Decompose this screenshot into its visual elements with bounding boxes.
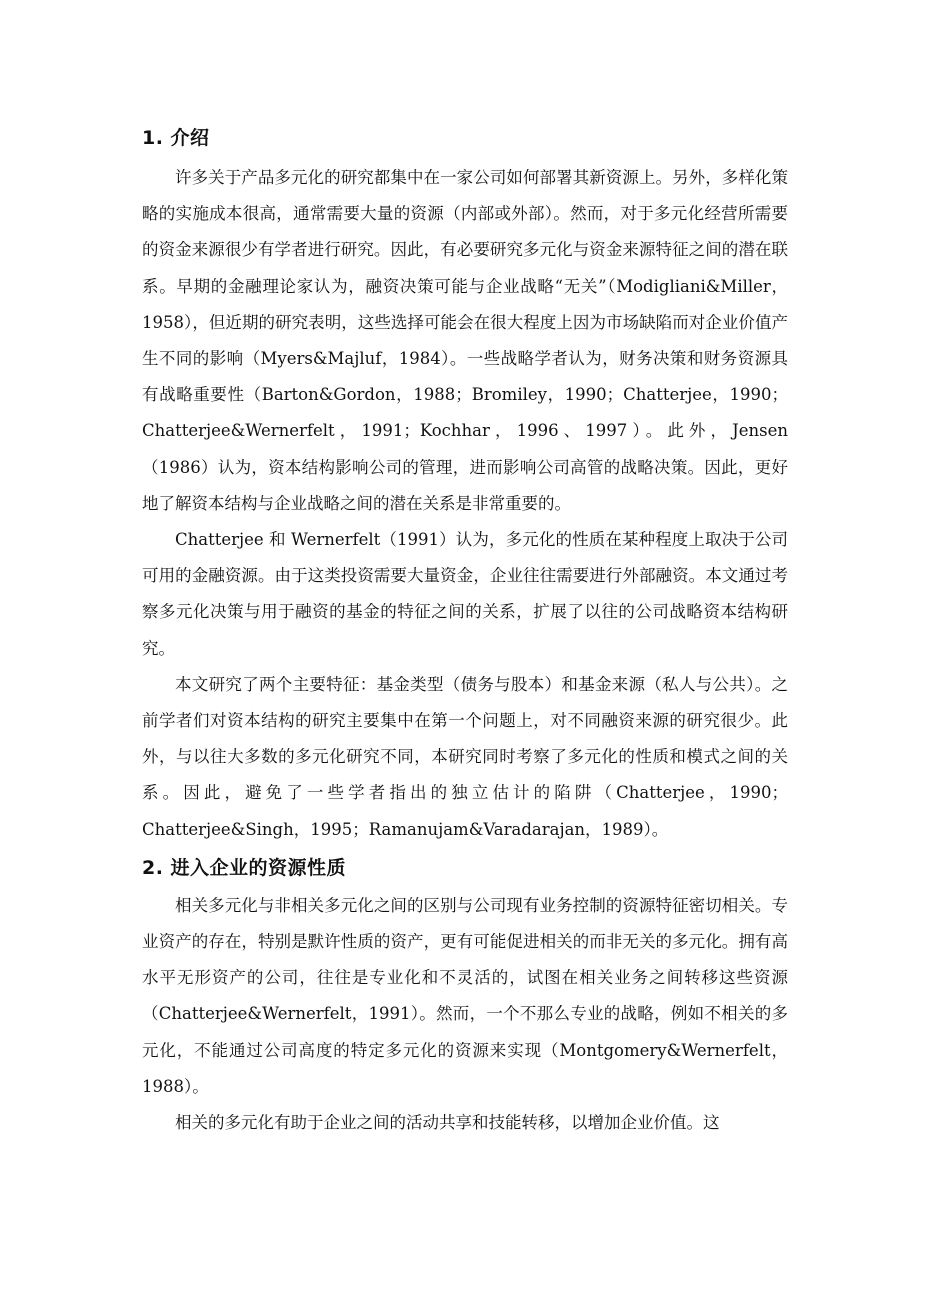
- paragraph: 本文研究了两个主要特征：基金类型（债务与股本）和基金来源（私人与公共）。之前学者们对资本结构的研究主要集中在第一个问题上，对不同融资来源的研究很少。此外，与以往大多数的多元化研究不同，本研究同时考察了多元化的性质和模式之间的关系。因此，避免了一些学者指出的独立估计的陷阱（Chatterjee，1990；Chatterjee&Singh，1995；Ramanujam&Varadarajan，1989）。: [142, 674, 788, 839]
- paragraph: 相关的多元化有助于企业之间的活动共享和技能转移，以增加企业价值。这: [175, 1113, 720, 1133]
- section-title: 1. 介绍: [142, 127, 210, 149]
- paragraph: Chatterjee 和 Wernerfelt（1991）认为，多元化的性质在某种程度上取决于公司可用的金融资源。由于这类投资需要大量资金，企业往往需要进行外部融资。本文通过考察多元化决策与用于融资的基金的特征之间的关系，扩展了以往的公司战略资本结构研究。: [142, 530, 788, 658]
- document-page: [142, 118, 788, 1141]
- paragraph: 许多关于产品多元化的研究都集中在一家公司如何部署其新资源上。另外，多样化策略的实施成本很高，通常需要大量的资源（内部或外部）。然而，对于多元化经营所需要的资金来源很少有学者进行研究。因此，有必要研究多元化与资金来源特征之间的潜在联系。早期的金融理论家认为，融资决策可能与企业战略“无关”（Modigliani&Miller，1958），但近期的研究表明，这些选择可能会在很大程度上因为市场缺陷而对企业价值产生不同的影响（Myers&Majluf，1984）。一些战略学者认为，财务决策和财务资源具有战略重要性（Barton&Gordon，1988；Bromiley，1990；Chatterjee，1990；Chatterjee&Wernerfelt，1991；Kochhar，1996、1997）。此外，Jensen（1986）认为，资本结构影响公司的管理，进而影响公司高管的战略决策。因此，更好地了解资本结构与企业战略之间的潜在关系是非常重要的。: [142, 168, 788, 513]
- section-title: 2. 进入企业的资源性质: [142, 856, 347, 879]
- paragraph: 相关多元化与非相关多元化之间的区别与公司现有业务控制的资源特征密切相关。专业资产的存在，特别是默许性质的资产，更有可能促进相关的而非无关的多元化。拥有高水平无形资产的公司，往往是专业化和不灵活的，试图在相关业务之间转移这些资源（Chatterjee&Wernerfelt，1991）。然而，一个不那么专业的战略，例如不相关的多元化，不能通过公司高度的特定多元化的资源来实现（Montgomery&Wernerfelt，1988）。: [142, 895, 788, 1096]
